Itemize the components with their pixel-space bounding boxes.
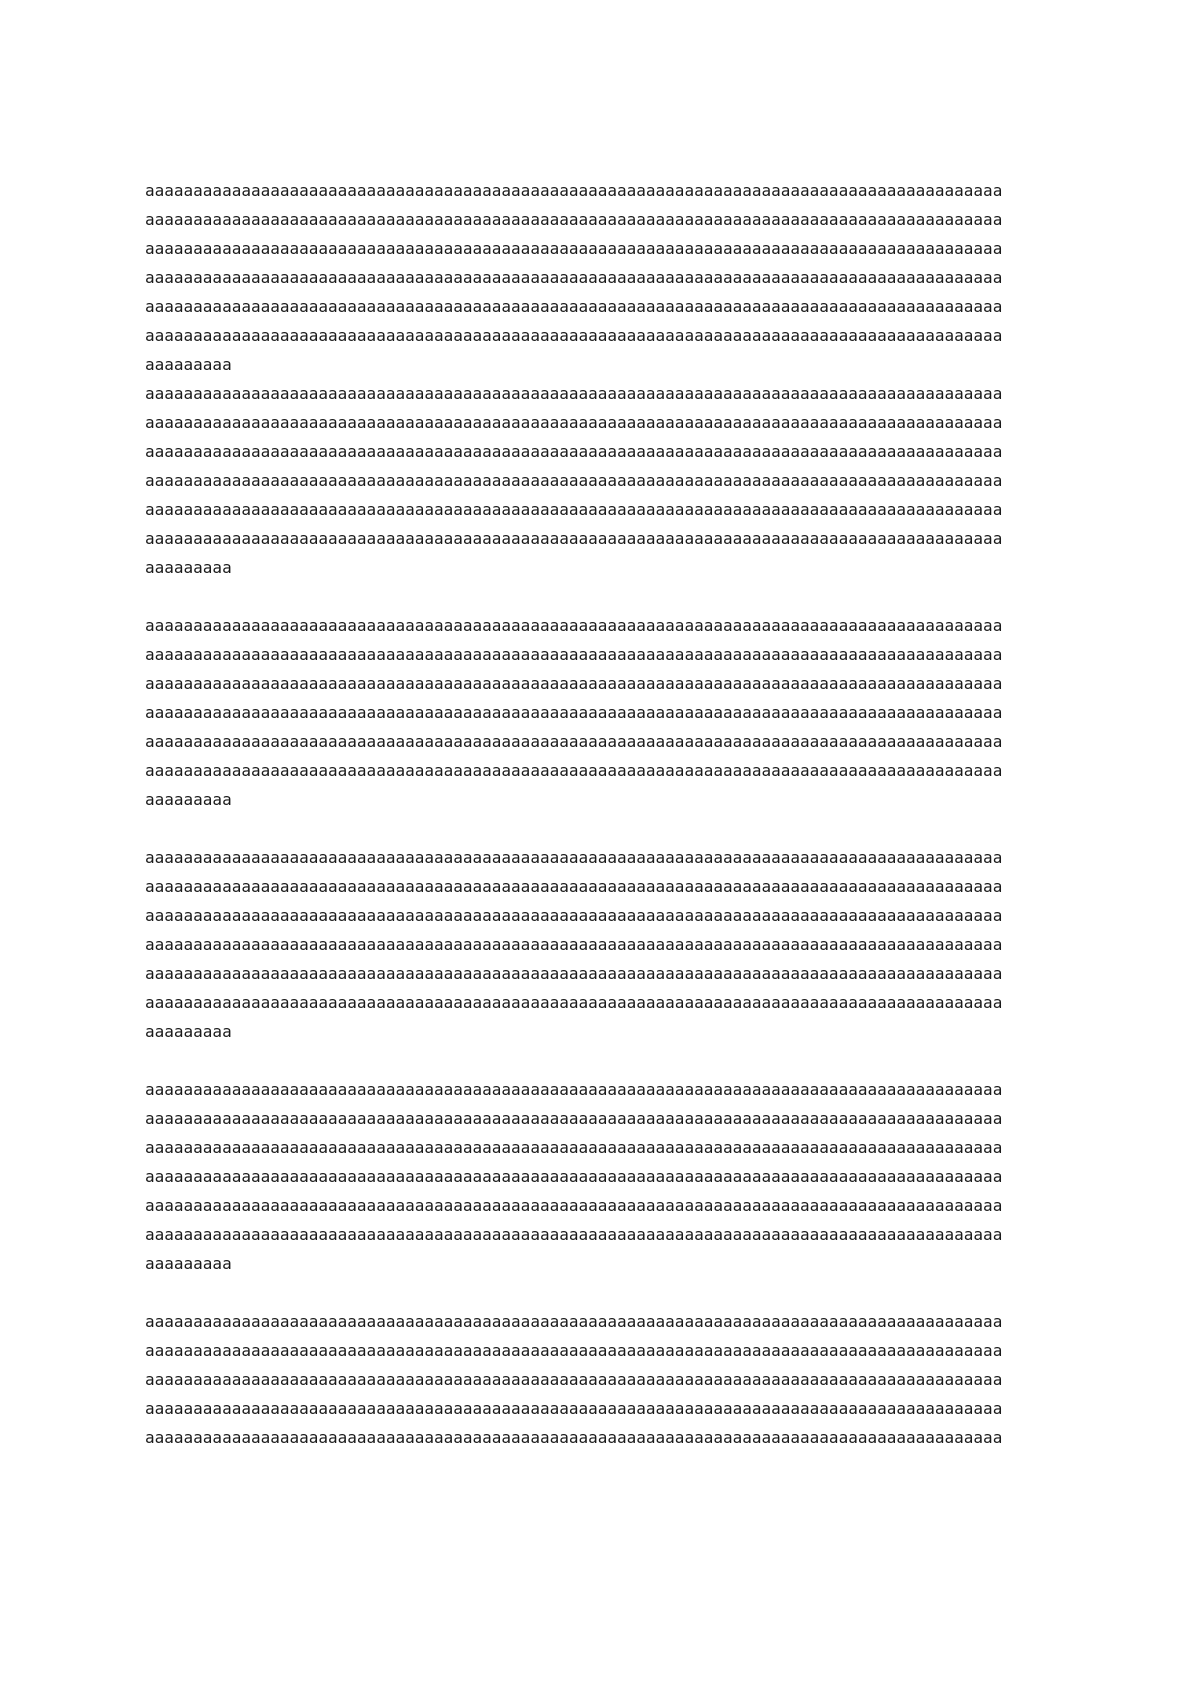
text-line: aaaaaaaaaaaaaaaaaaaaaaaaaaaaaaaaaaaaaaaaaaaaaaaaaaaaaaaaaaaaaaaaaaaaaaaaaaaaaaaaaaaaaaaaa: [145, 500, 1003, 519]
paragraph: [145, 1307, 1085, 1452]
text-line: aaaaaaaaaaaaaaaaaaaaaaaaaaaaaaaaaaaaaaaaaaaaaaaaaaaaaaaaaaaaaaaaaaaaaaaaaaaaaaaaaaaaaaaaa: [145, 1341, 1003, 1360]
text-line: aaaaaaaaaaaaaaaaaaaaaaaaaaaaaaaaaaaaaaaaaaaaaaaaaaaaaaaaaaaaaaaaaaaaaaaaaaaaaaaaaaaaaaaaa: [145, 848, 1003, 867]
text-line: aaaaaaaaaaaaaaaaaaaaaaaaaaaaaaaaaaaaaaaaaaaaaaaaaaaaaaaaaaaaaaaaaaaaaaaaaaaaaaaaaaaaaaaaa: [145, 471, 1003, 490]
text-line: aaaaaaaaaaaaaaaaaaaaaaaaaaaaaaaaaaaaaaaaaaaaaaaaaaaaaaaaaaaaaaaaaaaaaaaaaaaaaaaaaaaaaaaaa: [145, 674, 1003, 693]
text-line: aaaaaaaaa: [145, 1022, 232, 1041]
text-line: aaaaaaaaaaaaaaaaaaaaaaaaaaaaaaaaaaaaaaaaaaaaaaaaaaaaaaaaaaaaaaaaaaaaaaaaaaaaaaaaaaaaaaaaa: [145, 761, 1003, 780]
text-line: aaaaaaaaaaaaaaaaaaaaaaaaaaaaaaaaaaaaaaaaaaaaaaaaaaaaaaaaaaaaaaaaaaaaaaaaaaaaaaaaaaaaaaaaa: [145, 645, 1003, 664]
text-line: aaaaaaaaa: [145, 1254, 232, 1273]
text-line: aaaaaaaaaaaaaaaaaaaaaaaaaaaaaaaaaaaaaaaaaaaaaaaaaaaaaaaaaaaaaaaaaaaaaaaaaaaaaaaaaaaaaaaaa: [145, 1080, 1003, 1099]
text-line: aaaaaaaaaaaaaaaaaaaaaaaaaaaaaaaaaaaaaaaaaaaaaaaaaaaaaaaaaaaaaaaaaaaaaaaaaaaaaaaaaaaaaaaaa: [145, 1138, 1003, 1157]
text-line: aaaaaaaaaaaaaaaaaaaaaaaaaaaaaaaaaaaaaaaaaaaaaaaaaaaaaaaaaaaaaaaaaaaaaaaaaaaaaaaaaaaaaaaaa: [145, 413, 1003, 432]
paragraph: [145, 379, 1085, 582]
text-line: aaaaaaaaaaaaaaaaaaaaaaaaaaaaaaaaaaaaaaaaaaaaaaaaaaaaaaaaaaaaaaaaaaaaaaaaaaaaaaaaaaaaaaaaa: [145, 703, 1003, 722]
text-line: aaaaaaaaaaaaaaaaaaaaaaaaaaaaaaaaaaaaaaaaaaaaaaaaaaaaaaaaaaaaaaaaaaaaaaaaaaaaaaaaaaaaaaaaa: [145, 1428, 1003, 1447]
text-line: aaaaaaaaa: [145, 355, 232, 374]
text-line: aaaaaaaaaaaaaaaaaaaaaaaaaaaaaaaaaaaaaaaaaaaaaaaaaaaaaaaaaaaaaaaaaaaaaaaaaaaaaaaaaaaaaaaaa: [145, 384, 1003, 403]
paragraph: [145, 1075, 1085, 1278]
text-line: aaaaaaaaaaaaaaaaaaaaaaaaaaaaaaaaaaaaaaaaaaaaaaaaaaaaaaaaaaaaaaaaaaaaaaaaaaaaaaaaaaaaaaaaa: [145, 1370, 1003, 1389]
document-body: [145, 176, 1085, 1452]
text-line: aaaaaaaaaaaaaaaaaaaaaaaaaaaaaaaaaaaaaaaaaaaaaaaaaaaaaaaaaaaaaaaaaaaaaaaaaaaaaaaaaaaaaaaaa: [145, 529, 1003, 548]
text-line: aaaaaaaaaaaaaaaaaaaaaaaaaaaaaaaaaaaaaaaaaaaaaaaaaaaaaaaaaaaaaaaaaaaaaaaaaaaaaaaaaaaaaaaaa: [145, 616, 1003, 635]
text-line: aaaaaaaaaaaaaaaaaaaaaaaaaaaaaaaaaaaaaaaaaaaaaaaaaaaaaaaaaaaaaaaaaaaaaaaaaaaaaaaaaaaaaaaaa: [145, 906, 1003, 925]
text-line: aaaaaaaaaaaaaaaaaaaaaaaaaaaaaaaaaaaaaaaaaaaaaaaaaaaaaaaaaaaaaaaaaaaaaaaaaaaaaaaaaaaaaaaaa: [145, 732, 1003, 751]
paragraph: [145, 843, 1085, 1046]
paragraph: [145, 611, 1085, 814]
text-line: aaaaaaaaaaaaaaaaaaaaaaaaaaaaaaaaaaaaaaaaaaaaaaaaaaaaaaaaaaaaaaaaaaaaaaaaaaaaaaaaaaaaaaaaa: [145, 1312, 1003, 1331]
text-line: aaaaaaaaaaaaaaaaaaaaaaaaaaaaaaaaaaaaaaaaaaaaaaaaaaaaaaaaaaaaaaaaaaaaaaaaaaaaaaaaaaaaaaaaa: [145, 268, 1003, 287]
text-line: aaaaaaaaaaaaaaaaaaaaaaaaaaaaaaaaaaaaaaaaaaaaaaaaaaaaaaaaaaaaaaaaaaaaaaaaaaaaaaaaaaaaaaaaa: [145, 877, 1003, 896]
text-line: aaaaaaaaa: [145, 790, 232, 809]
text-line: aaaaaaaaaaaaaaaaaaaaaaaaaaaaaaaaaaaaaaaaaaaaaaaaaaaaaaaaaaaaaaaaaaaaaaaaaaaaaaaaaaaaaaaaa: [145, 1225, 1003, 1244]
paragraph: [145, 176, 1085, 379]
text-line: aaaaaaaaaaaaaaaaaaaaaaaaaaaaaaaaaaaaaaaaaaaaaaaaaaaaaaaaaaaaaaaaaaaaaaaaaaaaaaaaaaaaaaaaa: [145, 964, 1003, 983]
text-line: aaaaaaaaaaaaaaaaaaaaaaaaaaaaaaaaaaaaaaaaaaaaaaaaaaaaaaaaaaaaaaaaaaaaaaaaaaaaaaaaaaaaaaaaa: [145, 1109, 1003, 1128]
text-line: aaaaaaaaaaaaaaaaaaaaaaaaaaaaaaaaaaaaaaaaaaaaaaaaaaaaaaaaaaaaaaaaaaaaaaaaaaaaaaaaaaaaaaaaa: [145, 210, 1003, 229]
text-line: aaaaaaaaaaaaaaaaaaaaaaaaaaaaaaaaaaaaaaaaaaaaaaaaaaaaaaaaaaaaaaaaaaaaaaaaaaaaaaaaaaaaaaaaa: [145, 1399, 1003, 1418]
text-line: aaaaaaaaaaaaaaaaaaaaaaaaaaaaaaaaaaaaaaaaaaaaaaaaaaaaaaaaaaaaaaaaaaaaaaaaaaaaaaaaaaaaaaaaa: [145, 442, 1003, 461]
text-line: aaaaaaaaaaaaaaaaaaaaaaaaaaaaaaaaaaaaaaaaaaaaaaaaaaaaaaaaaaaaaaaaaaaaaaaaaaaaaaaaaaaaaaaaa: [145, 239, 1003, 258]
text-line: aaaaaaaaa: [145, 558, 232, 577]
text-line: aaaaaaaaaaaaaaaaaaaaaaaaaaaaaaaaaaaaaaaaaaaaaaaaaaaaaaaaaaaaaaaaaaaaaaaaaaaaaaaaaaaaaaaaa: [145, 1196, 1003, 1215]
text-line: aaaaaaaaaaaaaaaaaaaaaaaaaaaaaaaaaaaaaaaaaaaaaaaaaaaaaaaaaaaaaaaaaaaaaaaaaaaaaaaaaaaaaaaaa: [145, 181, 1003, 200]
text-line: aaaaaaaaaaaaaaaaaaaaaaaaaaaaaaaaaaaaaaaaaaaaaaaaaaaaaaaaaaaaaaaaaaaaaaaaaaaaaaaaaaaaaaaaa: [145, 1167, 1003, 1186]
text-line: aaaaaaaaaaaaaaaaaaaaaaaaaaaaaaaaaaaaaaaaaaaaaaaaaaaaaaaaaaaaaaaaaaaaaaaaaaaaaaaaaaaaaaaaa: [145, 326, 1003, 345]
text-line: aaaaaaaaaaaaaaaaaaaaaaaaaaaaaaaaaaaaaaaaaaaaaaaaaaaaaaaaaaaaaaaaaaaaaaaaaaaaaaaaaaaaaaaaa: [145, 297, 1003, 316]
text-line: aaaaaaaaaaaaaaaaaaaaaaaaaaaaaaaaaaaaaaaaaaaaaaaaaaaaaaaaaaaaaaaaaaaaaaaaaaaaaaaaaaaaaaaaa: [145, 935, 1003, 954]
text-line: aaaaaaaaaaaaaaaaaaaaaaaaaaaaaaaaaaaaaaaaaaaaaaaaaaaaaaaaaaaaaaaaaaaaaaaaaaaaaaaaaaaaaaaaa: [145, 993, 1003, 1012]
